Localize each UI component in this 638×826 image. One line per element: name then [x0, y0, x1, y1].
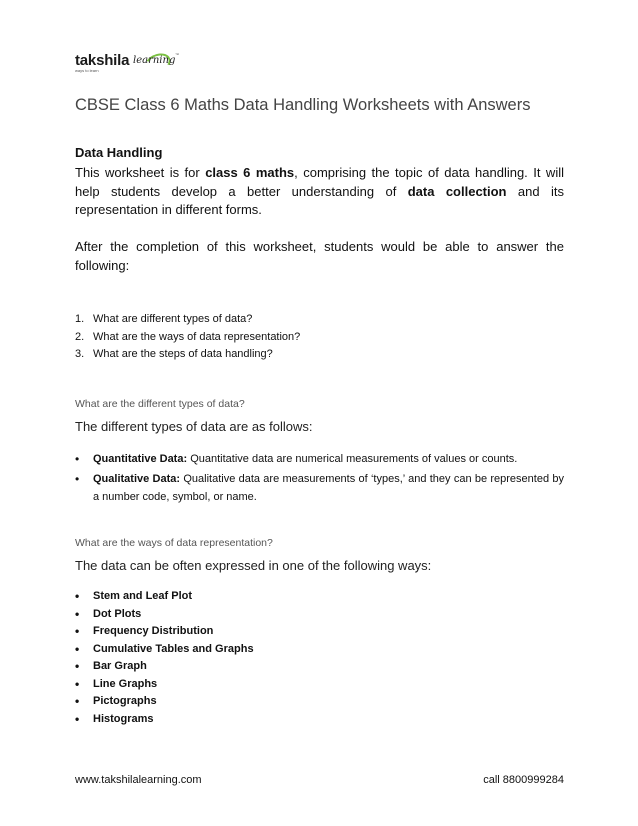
page-title: CBSE Class 6 Maths Data Handling Worksheets with Answers — [75, 96, 531, 114]
bullet-icon: • — [75, 694, 80, 708]
list-item — [75, 676, 564, 694]
types-question: What are the different types of data? — [75, 398, 245, 410]
ways-question: What are the ways of data representation? — [75, 537, 273, 549]
logo-learning: learning — [133, 55, 176, 66]
intro-text-2: , comprising the topic of data handling. It will help students develop a better understanding of — [75, 165, 564, 199]
list-text: Frequency Distribution — [93, 625, 214, 637]
bullet-icon: • — [75, 711, 80, 726]
section-heading: Data Handling — [75, 145, 163, 160]
list-item — [75, 329, 300, 347]
after-completion-paragraph: After the completion of this worksheet, students would be able to answer the following: — [75, 239, 564, 273]
list-text: Bar Graph — [93, 660, 147, 672]
list-number: 1. — [75, 313, 85, 325]
bullet-icon: • — [75, 659, 80, 673]
bullet-icon: • — [75, 606, 80, 621]
list-item — [75, 658, 564, 676]
takshila-logo — [75, 52, 195, 80]
bullet-icon: • — [75, 589, 80, 603]
logo-trademark: ™ — [175, 52, 179, 57]
list-item — [75, 588, 564, 606]
representation-ways-list — [75, 588, 564, 728]
types-lead: The different types of data are as follows: — [75, 419, 313, 434]
list-text: What are the steps of data handling? — [93, 348, 273, 360]
intro-text-1: This worksheet is for — [75, 165, 206, 180]
list-text: Histograms — [93, 712, 154, 725]
list-item — [75, 623, 564, 641]
list-text: Dot Plots — [93, 607, 142, 620]
intro-bold-class: class 6 maths — [205, 165, 295, 180]
list-item — [75, 711, 564, 729]
intro-text-3: and its representation in different forms. — [75, 183, 564, 217]
ways-lead: The data can be often expressed in one of the following ways: — [75, 558, 432, 573]
list-item — [75, 693, 564, 711]
intro-bold-data-collection: data collection — [407, 183, 507, 199]
bullet-icon: • — [75, 641, 80, 656]
list-item — [75, 641, 564, 659]
list-item — [75, 606, 564, 624]
list-item — [75, 311, 300, 329]
intro-paragraph — [75, 164, 564, 220]
logo-tagline: ways to learn — [75, 68, 99, 73]
bullet-icon: • — [75, 452, 80, 466]
questions-list — [75, 311, 300, 364]
description: Qualitative data are measurements of ‘types,’ and they can be represented by a number code, symbol, or name. — [93, 473, 564, 503]
bullet-icon: • — [75, 472, 80, 486]
list-item — [75, 450, 564, 468]
footer-phone: call 8800999284 — [483, 774, 564, 786]
list-text: Line Graphs — [93, 677, 158, 690]
footer-website: www.takshilalearning.com — [75, 774, 202, 786]
data-types-list — [75, 450, 564, 508]
list-text: What are different types of data? — [93, 313, 253, 325]
bullet-icon: • — [75, 624, 80, 638]
term: Quantitative Data: — [93, 453, 188, 465]
list-text: Pictographs — [93, 695, 157, 707]
list-number: 3. — [75, 348, 85, 360]
list-item — [75, 346, 300, 364]
list-text: Stem and Leaf Plot — [93, 590, 193, 602]
description: Quantitative data are numerical measurements of values or counts. — [187, 453, 518, 465]
list-number: 2. — [75, 330, 85, 343]
term: Qualitative Data: — [93, 473, 181, 485]
list-text: Cumulative Tables and Graphs — [93, 642, 254, 655]
list-item — [75, 470, 564, 506]
bullet-icon: • — [75, 676, 80, 691]
logo-wordmark: takshila — [75, 52, 130, 69]
list-text: What are the ways of data representation? — [93, 330, 301, 343]
